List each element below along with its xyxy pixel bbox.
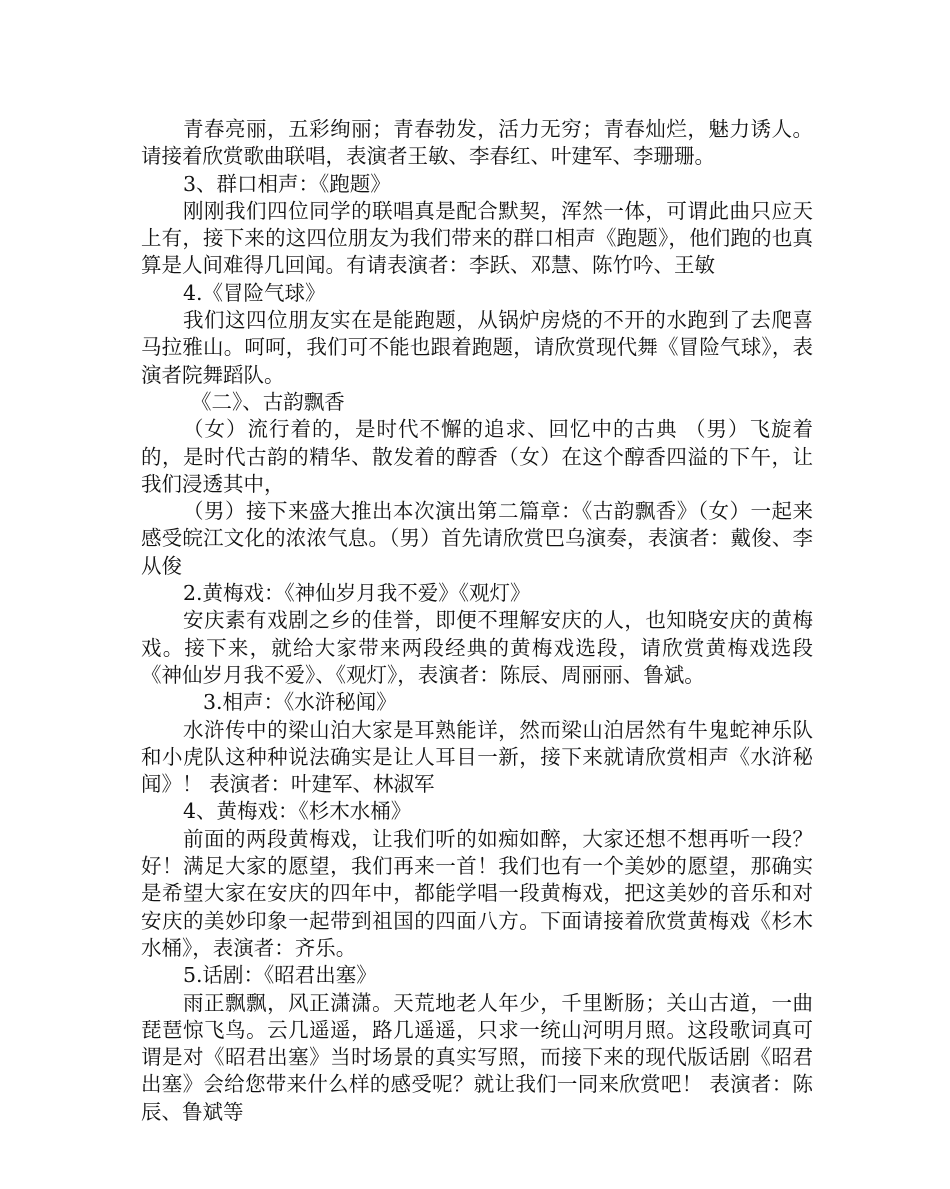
heading-crosstalk-water-margin: 3.相声：《水浒秘闻》 xyxy=(203,690,397,715)
heading-adventure-balloon: 4.《冒险气球》 xyxy=(183,280,326,305)
paragraph-balloon-intro: 我们这四位朋友实在是能跑题，从锅炉房烧的不开的水跑到了去爬喜马拉雅山。呵呵，我们可不能也跟着跑题，请欣赏现代舞《冒险气球》，表演者院舞蹈队。 xyxy=(141,308,813,387)
paragraph-fir-bucket-intro: 前面的两段黄梅戏，让我们听的如痴如醉，大家还想不想再听一段？好！满足大家的愿望，我们再来一首！我们也有一个美妙的愿望，那确实是希望大家在安庆的四年中，都能学唱一段黄梅戏，把这美妙的音乐和对安庆的美妙印象一起带到祖国的四面八方。下面请接着欣赏黄梅戏《杉木水桶》，表演者：齐乐。 xyxy=(141,826,813,960)
heading-zhaojun-drama: 5.话剧：《昭君出塞》 xyxy=(183,963,377,988)
heading-group-crosstalk: 3、群口相声：《跑题》 xyxy=(183,171,391,196)
heading-fir-bucket: 4、黄梅戏：《杉木水桶》 xyxy=(183,799,412,824)
paragraph-youth-medley: 青春亮丽，五彩绚丽；青春勃发，活力无穷；青春灿烂，魅力诱人。请接着欣赏歌曲联唱，表演者王敏、李春红、叶建军、李珊珊。 xyxy=(141,117,813,169)
heading-huangmei-opera: 2.黄梅戏：《神仙岁月我不爱》《观灯》 xyxy=(183,581,531,606)
heading-section-two: 《二》、古韵飘香 xyxy=(191,389,345,414)
paragraph-water-margin-intro: 水浒传中的梁山泊大家是耳熟能详，然而梁山泊居然有牛鬼蛇神乐队和小虎队这种种说法确实是让人耳目一新，接下来就请欣赏相声《水浒秘闻》！ 表演者：叶建军、林淑军 xyxy=(141,717,813,797)
paragraph-crosstalk-intro: 刚刚我们四位同学的联唱真是配合默契，浑然一体，可谓此曲只应天上有，接下来的这四位朋友为我们带来的群口相声《跑题》，他们跑的也真算是人间难得几回闻。有请表演者：李跃、邓慧、陈竹吟、王敏 xyxy=(141,198,813,278)
paragraph-zhaojun-intro: 雨正飘飘，风正潇潇。天荒地老人年少，千里断肠；关山古道，一曲琵琶惊飞鸟。云几遥遥，路几遥遥，只求一统山河明月照。这段歌词真可谓是对《昭君出塞》当时场景的真实写照，而接下来的现代版话剧《昭君出塞》会给您带来什么样的感受呢？就让我们一同来欣赏吧！ 表演者：陈辰、鲁斌等 xyxy=(141,990,813,1124)
paragraph-huangmei-intro: 安庆素有戏剧之乡的佳誉，即便不理解安庆的人，也知晓安庆的黄梅戏。接下来，就给大家带来两段经典的黄梅戏选段，请欣赏黄梅戏选段《神仙岁月我不爱》、《观灯》，表演者：陈辰、周丽丽、鲁斌。 xyxy=(141,608,813,687)
document-body xyxy=(141,116,813,1126)
paragraph-section-two-launch: （男）接下来盛大推出本次演出第二篇章：《古韵飘香》（女）一起来感受皖江文化的浓浓气息。（男）首先请欣赏巴乌演奏，表演者：戴俊、李从俊 xyxy=(141,499,813,578)
paragraph-section-two-dialogue: （女）流行着的，是时代不懈的追求、回忆中的古典 （男）飞旋着的，是时代古韵的精华、散发着的醇香（女）在这个醇香四溢的下午，让我们浸透其中， xyxy=(141,417,813,496)
